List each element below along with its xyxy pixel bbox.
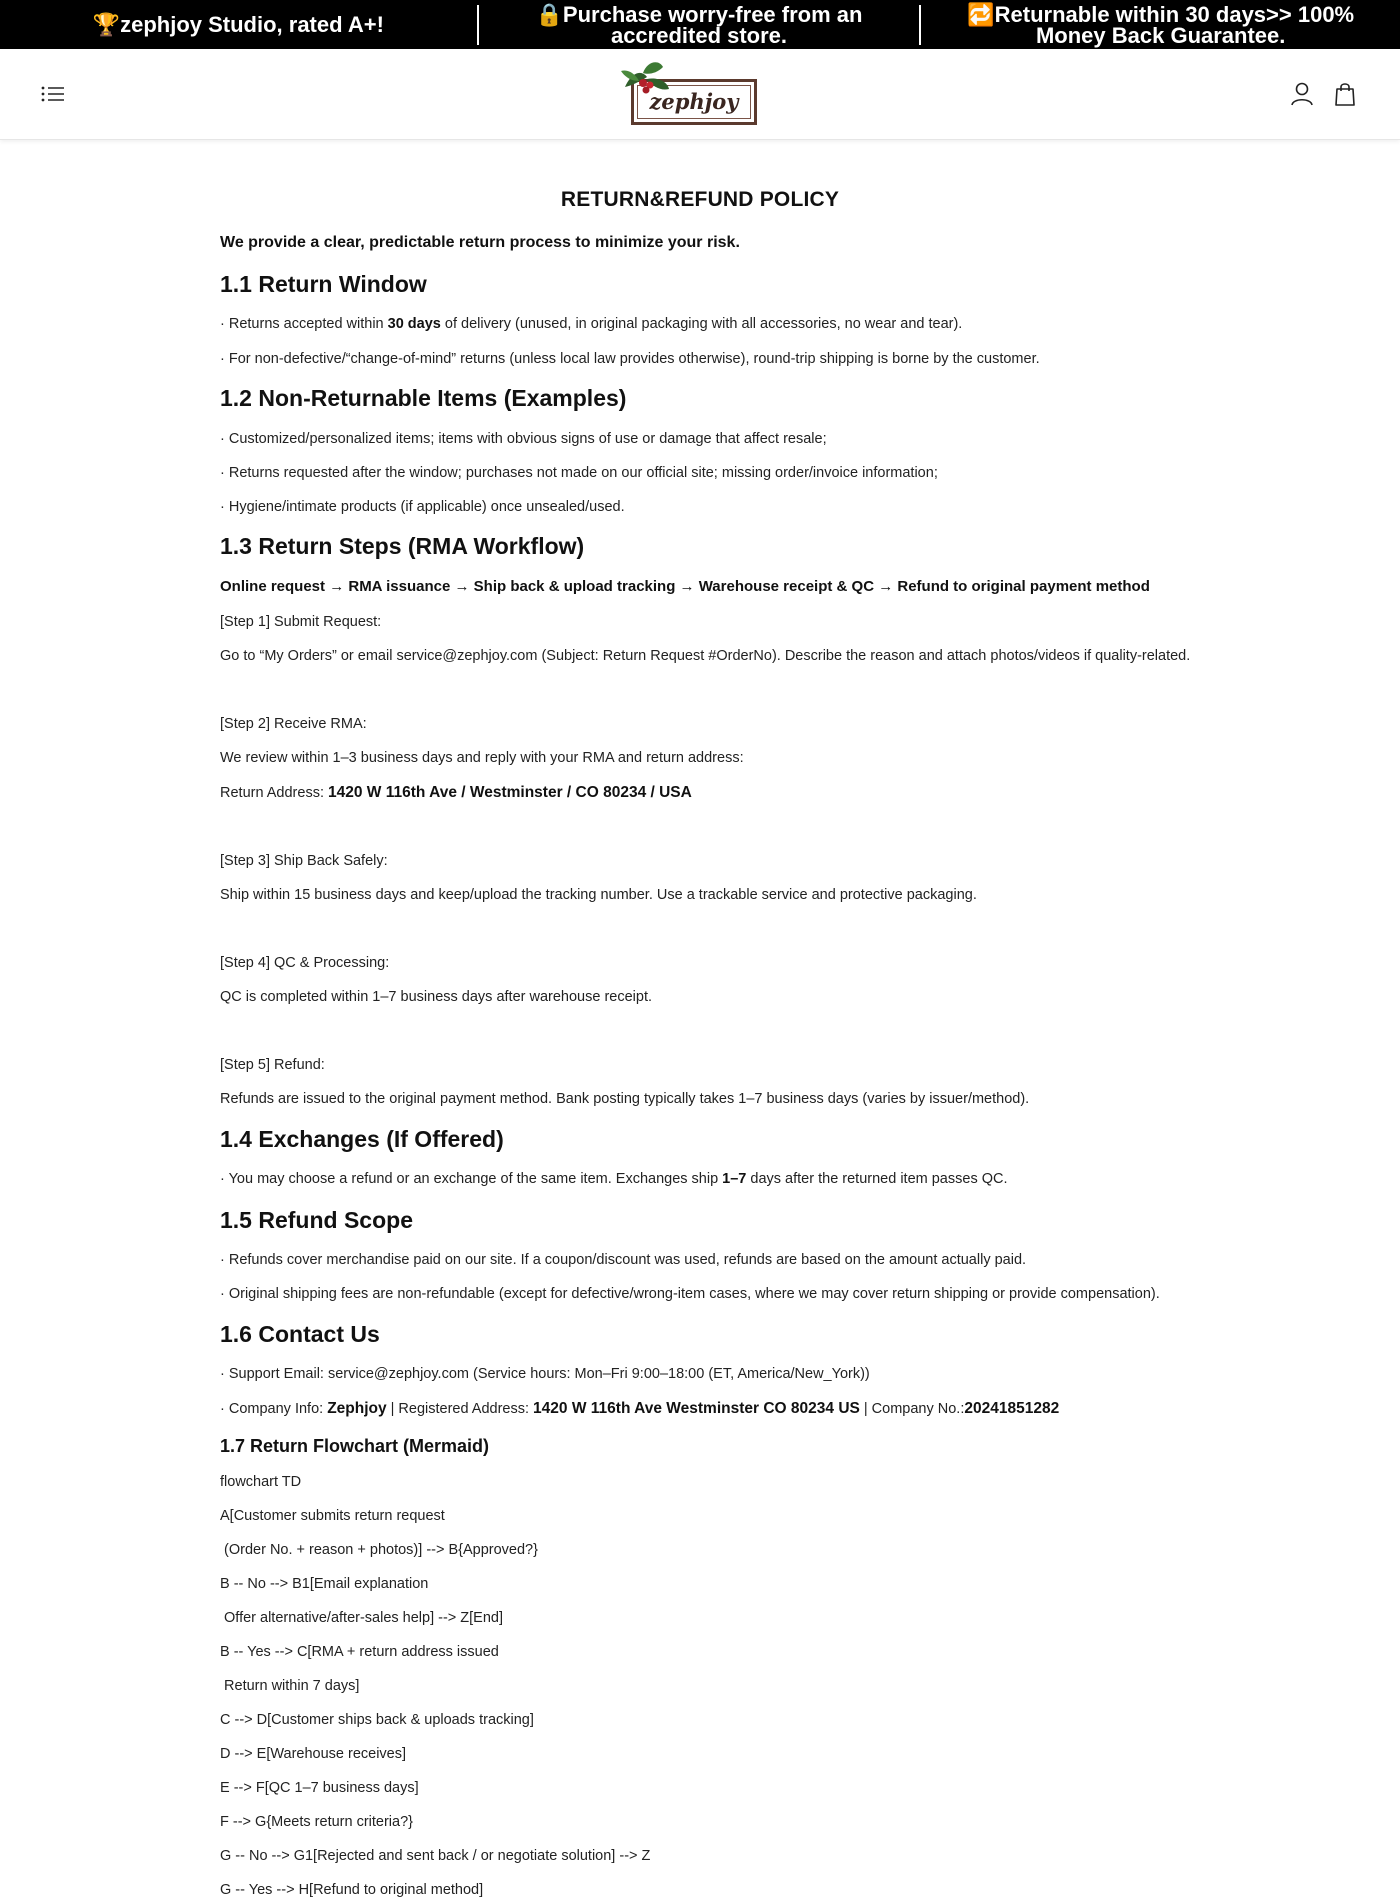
menu-icon[interactable] xyxy=(40,83,66,105)
step-2-label: [Step 2] Receive RMA: xyxy=(220,716,367,732)
non-returnable-line-3: · Hygiene/intimate products (if applicable) once unsealed/used. xyxy=(220,499,625,515)
step-3-text: Ship within 15 business days and keep/upload the tracking number. Use a trackable service and protective packaging. xyxy=(220,887,977,903)
contact-company-info xyxy=(220,1400,1059,1418)
step-1-label: [Step 1] Submit Request: xyxy=(220,614,382,630)
announcement-text: 🏆zephjoy Studio, rated A+! xyxy=(92,12,384,37)
text-fragment: days after the returned item passes QC. xyxy=(746,1171,1008,1187)
flowchart-line: B -- No --> B1[Email explanation xyxy=(220,1576,429,1592)
refund-scope-line-1: · Refunds cover merchandise paid on our site. If a coupon/discount was used, refunds are based on the amount actually paid. xyxy=(220,1252,1027,1268)
flowchart-line: B -- Yes --> C[RMA + return address issued xyxy=(220,1644,499,1660)
shopping-bag-icon[interactable] xyxy=(1334,81,1356,107)
company-address: 1420 W 116th Ave Westminster CO 80234 US xyxy=(533,1400,860,1417)
section-heading-return-steps: 1.3 Return Steps (RMA Workflow) xyxy=(220,533,585,559)
step-5-text: Refunds are issued to the original payment method. Bank posting typically takes 1–7 business days (varies by issuer/method). xyxy=(220,1091,1030,1107)
announcement-bar xyxy=(0,0,1400,49)
page-title: RETURN&REFUND POLICY xyxy=(560,188,840,211)
step-1-text: Go to “My Orders” or email service@zephjoy.com (Subject: Return Request #OrderNo). Describe the reason and attach photos/videos if quality-related. xyxy=(220,648,1191,664)
announcement-text: 🔁Returnable within 30 days>> 100% Money Back Guarantee. xyxy=(967,1,1355,48)
company-name: Zephjoy xyxy=(327,1400,387,1417)
text-fragment: | Registered Address: xyxy=(386,1401,534,1417)
return-window-line-1 xyxy=(220,316,962,332)
text-fragment: · You may choose a refund or an exchange of the same item. Exchanges ship xyxy=(220,1171,723,1187)
section-heading-non-returnable: 1.2 Non-Returnable Items (Examples) xyxy=(220,385,627,411)
section-heading-flowchart: 1.7 Return Flowchart (Mermaid) xyxy=(220,1436,490,1456)
user-icon[interactable] xyxy=(1290,81,1314,107)
section-heading-contact: 1.6 Contact Us xyxy=(220,1321,380,1347)
rma-flow-summary: Online request → RMA issuance → Ship back & upload tracking → Warehouse receipt & QC → Refund to original payment method xyxy=(220,578,1150,595)
site-logo[interactable] xyxy=(617,59,759,131)
text-fragment: Return Address: xyxy=(220,785,328,801)
flowchart-line: C --> D[Customer ships back & uploads tracking] xyxy=(220,1712,534,1728)
step-3-label: [Step 3] Ship Back Safely: xyxy=(220,853,388,869)
non-returnable-line-2: · Returns requested after the window; purchases not made on our official site; missing order/invoice information; xyxy=(220,465,938,481)
holly-icon xyxy=(617,59,677,107)
refund-scope-line-2: · Original shipping fees are non-refundable (except for defective/wrong-item cases, where we may cover return shipping or provide compensation). xyxy=(220,1286,1160,1302)
section-heading-refund-scope: 1.5 Refund Scope xyxy=(220,1207,413,1233)
text-fragment: of delivery (unused, in original packaging with all accessories, no wear and tear). xyxy=(440,316,963,332)
flowchart-line: F --> G{Meets return criteria?} xyxy=(220,1814,413,1830)
flowchart-line: G -- No --> G1[Rejected and sent back / or negotiate solution] --> Z xyxy=(220,1848,651,1864)
text-emphasis: 1–7 xyxy=(722,1171,747,1187)
flowchart-line: Offer alternative/after-sales help] --> Z[End] xyxy=(220,1610,504,1626)
announcement-item-rating[interactable] xyxy=(0,0,477,49)
step-4-label: [Step 4] QC & Processing: xyxy=(220,955,390,971)
announcement-item-returns[interactable] xyxy=(921,0,1400,49)
contact-support-email: · Support Email: service@zephjoy.com (Service hours: Mon–Fri 9:00–18:00 (ET, America/New_York)) xyxy=(220,1366,870,1382)
text-emphasis: 30 days xyxy=(387,316,441,332)
flowchart-line: A[Customer submits return request xyxy=(220,1508,445,1524)
section-heading-return-window: 1.1 Return Window xyxy=(220,271,427,297)
logo-text: zephjoy xyxy=(649,89,739,114)
flowchart-line: G -- Yes --> H[Refund to original method] xyxy=(220,1882,484,1898)
step-5-label: [Step 5] Refund: xyxy=(220,1057,325,1073)
site-header xyxy=(0,49,1400,140)
flowchart-line: flowchart TD xyxy=(220,1474,302,1490)
return-address-value: 1420 W 116th Ave / Westminster / CO 80234 / USA xyxy=(328,784,692,801)
flowchart-line: E --> F[QC 1–7 business days] xyxy=(220,1780,419,1796)
exchanges-line-1 xyxy=(220,1171,1008,1187)
step-4-text: QC is completed within 1–7 business days after warehouse receipt. xyxy=(220,989,652,1005)
text-fragment: · Company Info: xyxy=(220,1401,328,1417)
section-heading-exchanges: 1.4 Exchanges (If Offered) xyxy=(220,1126,504,1152)
text-fragment: | Company No.: xyxy=(859,1401,965,1417)
flowchart-line: Return within 7 days] xyxy=(220,1678,360,1694)
non-returnable-line-1: · Customized/personalized items; items with obvious signs of use or damage that affect resale; xyxy=(220,431,827,447)
step-2-text: We review within 1–3 business days and reply with your RMA and return address: xyxy=(220,750,744,766)
return-window-line-2: · For non-defective/“change-of-mind” returns (unless local law provides otherwise), round-trip shipping is borne by the customer. xyxy=(220,351,1040,367)
company-number: 20241851282 xyxy=(964,1400,1060,1417)
flowchart-line: (Order No. + reason + photos)] --> B{Approved?} xyxy=(220,1542,538,1558)
announcement-item-secure[interactable] xyxy=(479,0,920,49)
flowchart-line: D --> E[Warehouse receives] xyxy=(220,1746,407,1762)
text-fragment: · Returns accepted within xyxy=(220,316,388,332)
policy-intro: We provide a clear, predictable return process to minimize your risk. xyxy=(220,234,740,251)
return-address xyxy=(220,784,692,802)
announcement-text: 🔒Purchase worry-free from an accredited store. xyxy=(535,1,863,48)
